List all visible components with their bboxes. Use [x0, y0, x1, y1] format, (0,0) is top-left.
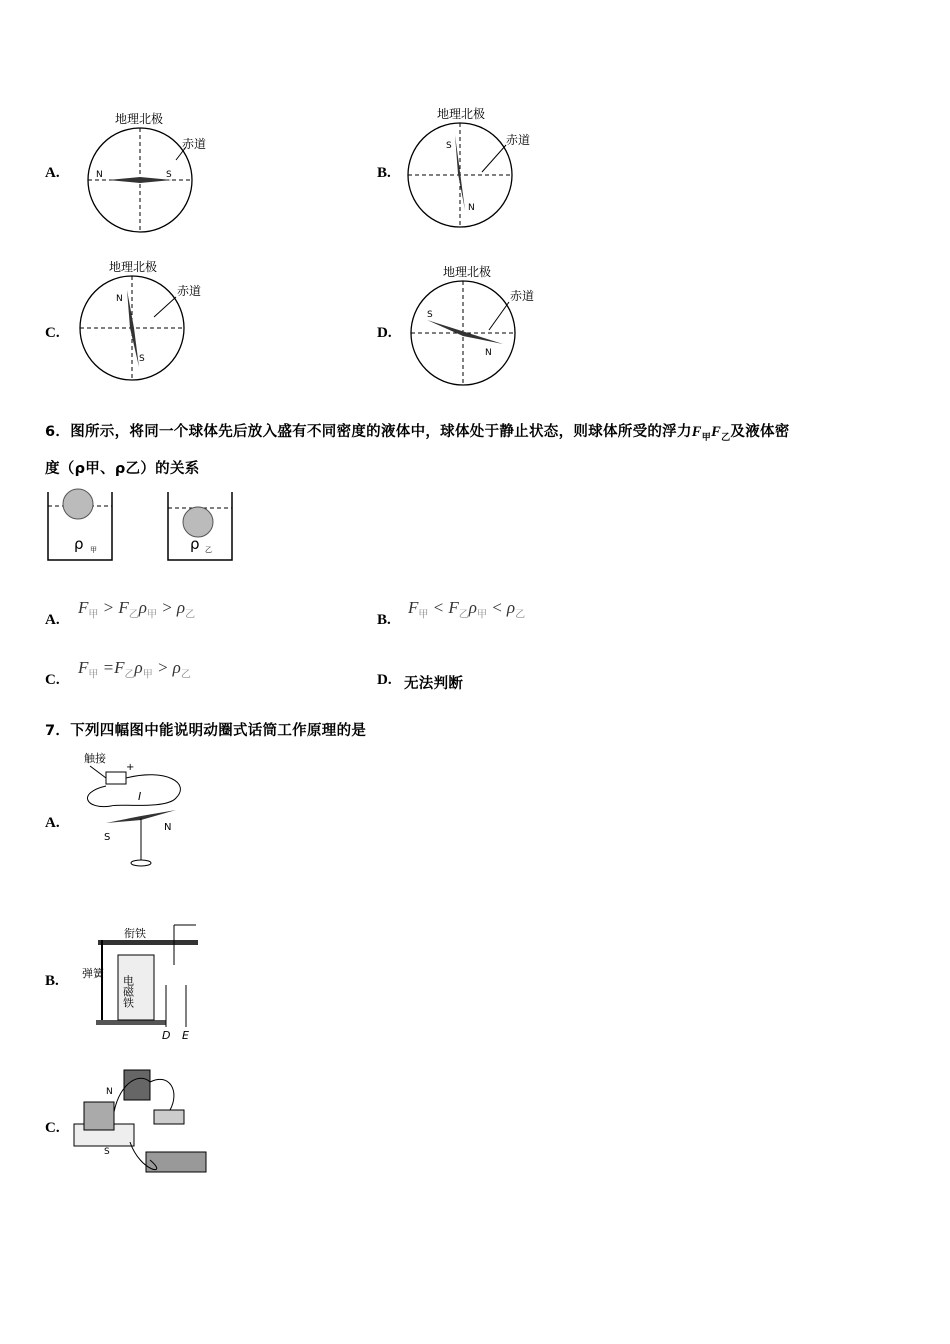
svg-text:衔铁: 衔铁 — [124, 927, 146, 940]
svg-text:S: S — [446, 141, 452, 151]
svg-text:赤道: 赤道 — [506, 133, 531, 147]
q6-option-b-formula[interactable]: $F_甲 < F_乙\rho_甲 < \rho_乙$ — [408, 598, 526, 621]
svg-text:I: I — [138, 790, 142, 803]
svg-text:N: N — [116, 294, 123, 304]
svg-text:N: N — [96, 170, 103, 180]
svg-text:地理北极: 地理北极 — [109, 260, 158, 274]
q6-figure-containers — [44, 486, 244, 566]
svg-text:N: N — [164, 822, 172, 833]
q6-question-line2: 度（ρ甲、ρ乙）的关系 — [45, 461, 200, 477]
q6-question-line1: 6．图所示，将同一个球体先后放入盛有不同密度的液体中，球体处于静止状态，则球体所受的浮力$F_甲F_乙$及液体密 — [45, 424, 790, 443]
svg-text:S: S — [139, 354, 145, 364]
svg-text:地理北极: 地理北极 — [443, 265, 492, 279]
pole-label: 地理北极 — [115, 112, 164, 126]
svg-text:甲: 甲 — [90, 546, 97, 554]
q7-option-b-label: B. — [45, 973, 59, 989]
q6-option-a-label: A. — [45, 612, 60, 628]
q5-option-b-figure[interactable] — [402, 100, 542, 235]
q5-option-c-label: C. — [45, 325, 60, 341]
svg-text:+: + — [126, 762, 135, 773]
svg-text:赤道: 赤道 — [177, 284, 202, 298]
q7-option-a-label: A. — [45, 815, 60, 831]
q5-option-a-label: A. — [45, 165, 60, 181]
equator-label: 赤道 — [182, 137, 207, 151]
svg-text:电磁铁: 电磁铁 — [121, 975, 135, 1008]
svg-text:S: S — [166, 170, 172, 180]
svg-text:E: E — [182, 1029, 189, 1042]
q7-option-b-figure[interactable] — [78, 915, 203, 1045]
q7-option-c-label: C. — [45, 1120, 60, 1136]
svg-text:N: N — [485, 348, 492, 358]
q5-option-b-label: B. — [377, 165, 391, 181]
q7-option-a-figure[interactable] — [76, 748, 201, 873]
q6-option-b-label: B. — [377, 612, 391, 628]
q6-option-d-label: D. — [377, 672, 392, 688]
svg-text:赤道: 赤道 — [510, 289, 535, 303]
q6-option-c-formula[interactable]: $F_甲 =F_乙\rho_甲 > \rho_乙$ — [78, 658, 191, 681]
compass-needle — [108, 177, 172, 183]
svg-text:N: N — [468, 203, 475, 213]
svg-text:D: D — [162, 1029, 171, 1042]
svg-text:S: S — [104, 832, 111, 843]
q5-option-c-figure[interactable] — [76, 255, 216, 385]
q6-option-c-label: C. — [45, 672, 60, 688]
q5-option-a-figure[interactable] — [80, 105, 220, 235]
q6-option-d-text[interactable]: 无法判断 — [404, 676, 464, 692]
q6-option-a-formula[interactable]: $F_甲 > F_乙\rho_甲 > \rho_乙$ — [78, 598, 196, 621]
svg-text:S: S — [104, 1147, 110, 1157]
svg-text:N: N — [106, 1087, 113, 1097]
svg-text:弹簧: 弹簧 — [82, 967, 104, 980]
svg-text:ρ: ρ — [190, 535, 200, 553]
svg-text:触接: 触接 — [84, 752, 106, 765]
q5-option-d-figure[interactable] — [405, 260, 550, 390]
svg-text:ρ: ρ — [74, 535, 84, 553]
svg-text:S: S — [427, 310, 433, 320]
svg-text:地理北极: 地理北极 — [437, 107, 486, 121]
q5-option-d-label: D. — [377, 325, 392, 341]
svg-text:乙: 乙 — [205, 546, 212, 554]
q7-option-c-figure[interactable] — [70, 1062, 215, 1182]
q7-question: 7．下列四幅图中能说明动圈式话筒工作原理的是 — [45, 723, 367, 739]
